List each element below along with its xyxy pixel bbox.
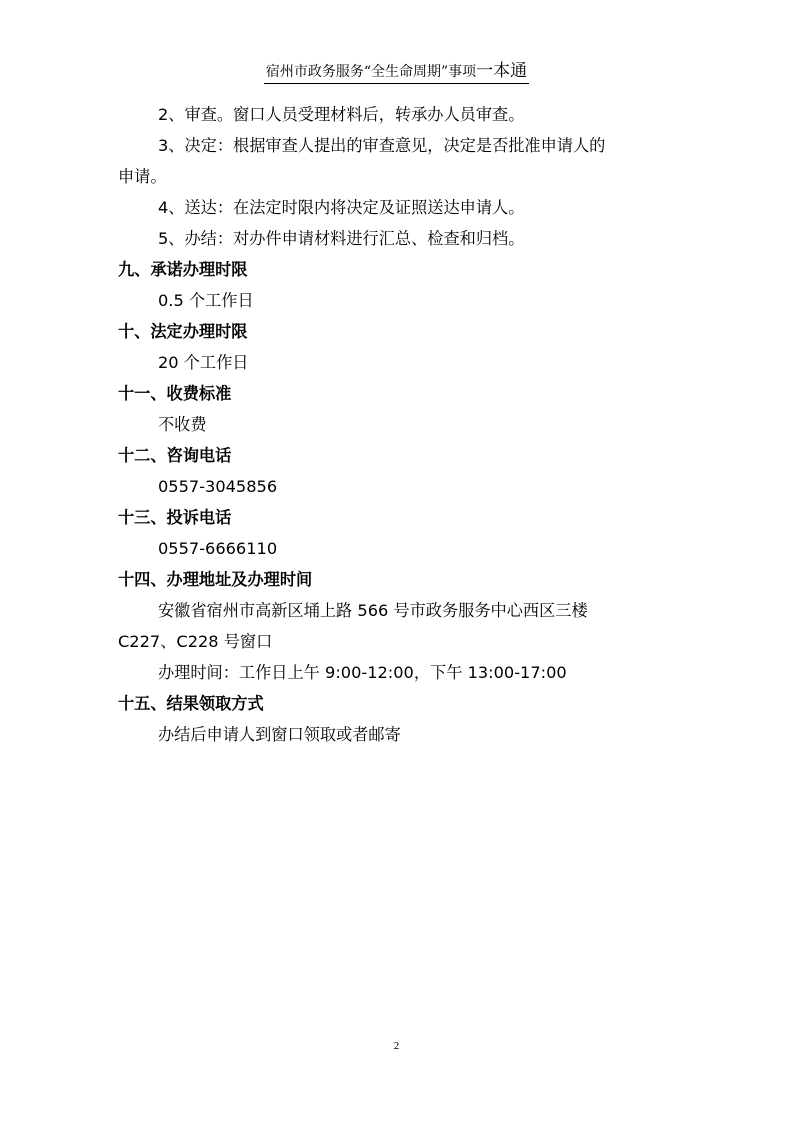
section-13-value: 0557-6666110 xyxy=(158,539,278,558)
page-number: 2 xyxy=(393,1040,400,1052)
step-3: 3、决定：根据审查人提出的审查意见，决定是否批准申请人的 xyxy=(158,136,606,155)
step-4: 4、送达：在法定时限内将决定及证照送达申请人。 xyxy=(158,198,525,217)
section-14-address-line1: 安徽省宿州市高新区埇上路 566 号市政务服务中心西区三楼 xyxy=(158,601,588,620)
section-11-value: 不收费 xyxy=(158,415,207,434)
section-10-title: 十、法定办理时限 xyxy=(118,322,248,341)
section-15-value: 办结后申请人到窗口领取或者邮寄 xyxy=(158,725,401,744)
section-15-title: 十五、结果领取方式 xyxy=(118,694,264,713)
section-10-value: 20 个工作日 xyxy=(158,353,249,372)
section-14-hours: 办理时间：工作日上午 9:00-12:00，下午 13:00-17:00 xyxy=(158,663,567,682)
section-11-title: 十一、收费标准 xyxy=(118,384,232,403)
step-3-continued: 申请。 xyxy=(118,167,167,186)
header-text: 宿州市政务服务“全生命周期”事项 xyxy=(265,64,477,80)
section-9-value: 0.5 个工作日 xyxy=(158,291,254,310)
step-2: 2、审查。窗口人员受理材料后，转承办人员审查。 xyxy=(158,105,525,124)
header-suffix: 一本通 xyxy=(476,61,528,81)
section-12-value: 0557-3045856 xyxy=(158,477,278,496)
section-14-title: 十四、办理地址及办理时间 xyxy=(118,570,313,589)
step-5: 5、办结：对办件申请材料进行汇总、检查和归档。 xyxy=(158,229,525,248)
section-13-title: 十三、投诉电话 xyxy=(118,508,232,527)
section-12-title: 十二、咨询电话 xyxy=(118,446,232,465)
header-rule xyxy=(264,62,529,84)
document-body xyxy=(118,99,678,750)
page-header xyxy=(0,62,793,84)
section-9-title: 九、承诺办理时限 xyxy=(118,260,248,279)
section-14-address-line2: C227、C228 号窗口 xyxy=(118,632,273,651)
